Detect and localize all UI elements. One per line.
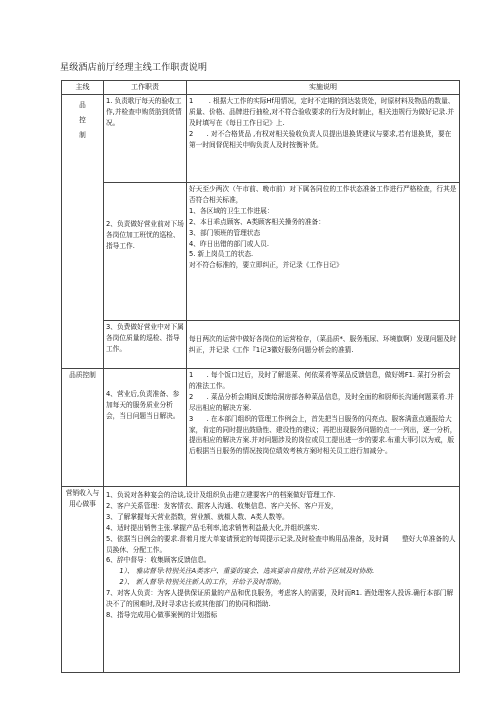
main-char: 品: [79, 101, 86, 110]
main-char: 制: [79, 131, 86, 140]
duty-cell: 4、营业后,负责准备、参加每天的服务质业分析会，当日问题当日解决。: [104, 369, 187, 487]
detail-line: 1 . 每个饭口过后，及时了解退菜、何依菜肴等菜品反馈信息，做好姆F1. 菜打分析会的准法工作。: [189, 371, 451, 391]
main-category-quality-control: 品质控制: [62, 369, 104, 487]
page-title: 星级酒店前厅经理主线工作职责说明: [60, 63, 208, 73]
detail-cell: [187, 321, 460, 369]
detail-line: 1、各区域的卫生工作进展：: [189, 207, 274, 216]
detail-line: 5. 新上岗员工的状态.: [189, 250, 254, 259]
detail-line: 1 . 根据大工作的实际Hf用情况，定时不定期的到达装货处，时原材料及物品的数量、质量、价格、品牌进行抽检,对不符合验收要求的行为及时制止，相关违规行为做好记录.并及时填写在《每日工作日记》上.: [189, 97, 455, 128]
table-row: [62, 369, 460, 487]
table-row: [62, 321, 460, 369]
table-row: [62, 95, 460, 183]
main-category-quality: [62, 95, 104, 369]
detail-line: 2、本日乖点顾客、A类顾客相关操务的准备：: [189, 217, 325, 226]
detail-line: 3、了解掌握每天营业指数，营业额、就椒人数、A类人数等。: [106, 513, 289, 522]
duty-cell: 1. 负责歌厅每天的验收工作,并检查申购货肪到货情况。: [104, 95, 187, 183]
detail-line: 2 . 菜品分析会期间反馈给洞房部各种菜品信息，及时全面的和厨师长沟通何题菜肴.并尽出相应的解决方案.: [189, 393, 454, 412]
detail-line: 好天至少两次（午市前、晚市前）对下属各同位的工作状态准备工作进行严格检查，行其是否符合相关标准，: [189, 185, 457, 205]
detail-line: 1、负说对各种宴会的洽谈,设计及组织负击建立建要客户的档案做好管理工作.: [106, 491, 336, 500]
table-header-row: [62, 81, 460, 95]
detail-cell: [187, 95, 460, 183]
detail-line: 1）、 雅店督导:特别关注A类客户、重要的宴会、选宾要亲自接待,并给予区域及时协助.: [106, 567, 375, 576]
main-category-marketing: 营销收入与用心做事: [62, 487, 104, 673]
detail-line: 5、依据当日例会的要求.督着月度大单宴请预定的每周提示记录,及时检查申购用品准备，及时调 整好大单准备的人员换休、分配工作。: [106, 534, 456, 554]
detail-cell: [187, 183, 460, 321]
main-char: 控: [79, 116, 86, 125]
table-row: [62, 183, 460, 321]
detail-line: 2、客户关系管理：发客情衣、跟客人沟通、收集信息、客户关怀、客户开发，: [106, 502, 338, 511]
detail-line: 4、昨日出错的部门或人员.: [189, 239, 269, 248]
header-duty: 工作职责: [104, 81, 187, 95]
duty-cell: 2、负责做好营业前对下场各岗位加工班忧的巡检、指导工作.: [104, 183, 187, 321]
detail-line: 2）、 新人督导:特别关注新人的工作，并给予及时帮助。: [106, 578, 286, 587]
detail-line: 3 . 在本部门组织的管理工作例会上，首先把当日服务的闪亮点、服客满意点通报给大家，肯定的同时提出鼓励性、建设性的建议；再把出现服务问题的点一一列出，逐一分析，提出相应的解决方案.并对问题涉及的岗位或员工提出进一步的要求.布重大事引以为戒，版后根据当日服务的情况按岗位绩效考核方案时相关员工进行加减分·。: [189, 414, 457, 456]
table-row: [62, 487, 460, 673]
detail-cell: [187, 369, 460, 487]
detail-line: 每日两次的运营中做好各岗位的运营检存，（菜品质*、服务瓶尿、环境旗婀）发现问题及时纠正，并记录《工作『1记3徽好服务问题分析会的准猜.: [189, 334, 457, 354]
duty-cell: 3、负费做好营业中对下属各岗位质量的巡检、指导工作。: [104, 321, 187, 369]
detail-line: 8、指导完成用心做事案例的计划指标: [106, 610, 218, 619]
detail-line: 3、部门领班的管理状态: [189, 228, 261, 237]
detail-line: 对不符合标准的，要立即纠正，并记录《工作日记》: [189, 261, 343, 270]
detail-line: 2 . 对不合格货品 ,有权对相关验收负责人员提出退换货建议与要求,若有退换货，要在第一时间督促相关申购负责人及时按衡补货。: [189, 129, 452, 149]
duty-table: [61, 80, 460, 673]
header-detail: 实施说明: [187, 81, 460, 95]
detail-line: 6、辞中督导：收集顾客反馈信息。: [106, 556, 211, 565]
header-main: 主线: [62, 81, 104, 95]
detail-cell-wide: [104, 487, 460, 673]
detail-line: 7、对客人负责：为客人提供保证质量的产品和优良服务，考虑客人的需要，及时而R1. 酒处理客人投诉.确行本部门解决不了的困难时,及时寻求店长或其他部门的协同和指助.: [106, 588, 454, 608]
detail-line: 4、适时提出销售主张.掌握产品毛利率,追求销售利益最大化,并组织落实.: [106, 523, 320, 532]
